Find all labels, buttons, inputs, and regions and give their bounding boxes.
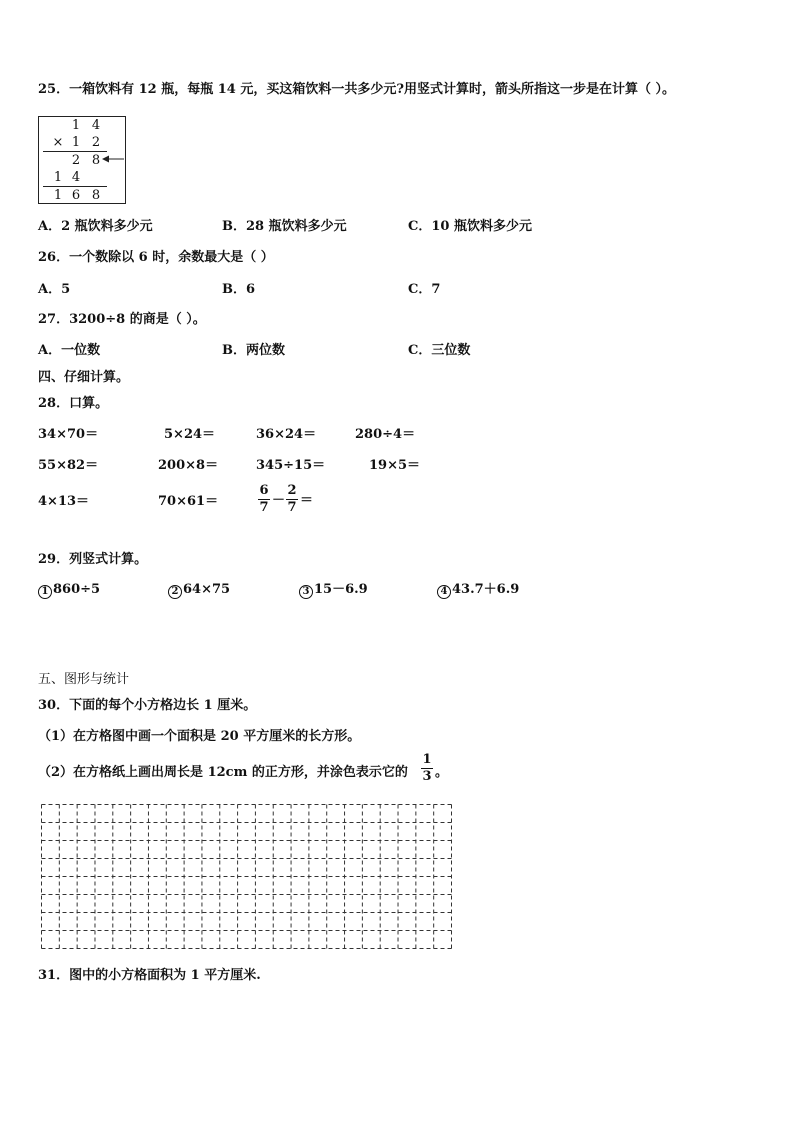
q25-option-a: A．2 瓶饮料多少元 (38, 219, 153, 234)
oral-calc-item: 5×24＝ (164, 427, 216, 442)
q29-item-1: 1 860÷5 (38, 582, 100, 599)
calc-row-multiplier (39, 134, 125, 151)
arrow-left-icon (101, 153, 125, 165)
calc-row-product (39, 187, 125, 204)
digit: 1 (71, 135, 81, 150)
oral-calc-item: 345÷15＝ (256, 458, 326, 473)
square-grid (40, 803, 453, 949)
oral-calc-item: 55×82＝ (38, 458, 99, 473)
q27-option-c: C．三位数 (408, 343, 471, 358)
minus-sign: － (272, 493, 286, 508)
oral-calc-item: 280÷4＝ (355, 427, 416, 442)
section-5-heading: 五、图形与统计 (38, 672, 130, 687)
digit: 2 (71, 153, 81, 168)
digit: 4 (91, 118, 101, 133)
calc-row-multiplicand (39, 117, 125, 134)
circled-number-icon: 4 (437, 585, 451, 599)
q25-option-c: C．10 瓶饮料多少元 (408, 219, 532, 234)
q30-stem: 30．下面的每个小方格边长 1 厘米。 (38, 698, 257, 713)
q29-item-3: 3 15－6.9 (299, 582, 368, 599)
q29-stem: 29．列竖式计算。 (38, 552, 148, 567)
q30-sub2-end: 。 (435, 765, 449, 780)
q26-option-b: B．6 (222, 282, 256, 297)
calc-row-partial-2 (39, 169, 125, 186)
q29-item-2: 2 64×75 (168, 582, 230, 599)
fraction-two-sevenths: 2 7 (287, 483, 297, 515)
q27-option-b: B．两位数 (222, 343, 285, 358)
q29-item-4: 4 43.7＋6.9 (437, 582, 519, 599)
oral-calc-item: 36×24＝ (256, 427, 317, 442)
circled-number-icon: 1 (38, 585, 52, 599)
q25-option-b: B．28 瓶饮料多少元 (222, 219, 347, 234)
circled-number-icon: 2 (168, 585, 182, 599)
fraction-six-sevenths: 6 7 (259, 483, 269, 515)
digit: 4 (71, 170, 81, 185)
oral-calc-item: 19×5＝ (369, 458, 421, 473)
fraction-one-third: 1 3 (422, 752, 432, 784)
circled-number-icon: 3 (299, 585, 313, 599)
q28-stem: 28．口算。 (38, 396, 109, 411)
oral-calc-item: 4×13＝ (38, 494, 90, 509)
q27-stem: 27．3200÷8 的商是（ ）。 (38, 312, 206, 327)
digit: 1 (53, 188, 63, 203)
section-4-heading: 四、仔细计算。 (38, 370, 130, 385)
vertical-multiplication (38, 116, 126, 204)
times-sign: × (52, 135, 64, 150)
digit: 8 (91, 188, 101, 203)
digit: 1 (53, 170, 63, 185)
q27-option-a: A．一位数 (38, 343, 101, 358)
q25-stem: 25．一箱饮料有 12 瓶，每瓶 14 元，买这箱饮料一共多少元?用竖式计算时，箭头所指这一步是在计算（ ）。 (38, 82, 676, 97)
q26-option-a: A．5 (38, 282, 71, 297)
digit: 1 (71, 118, 81, 133)
oral-calc-item: 34×70＝ (38, 427, 99, 442)
digit: 8 (91, 153, 101, 168)
oral-calc-item: 70×61＝ (158, 494, 219, 509)
equals-sign: ＝ (300, 493, 314, 508)
q26-option-c: C．7 (408, 282, 441, 297)
q30-sub1: （1）在方格图中画一个面积是 20 平方厘米的长方形。 (38, 729, 361, 744)
digit: 2 (91, 135, 101, 150)
oral-calc-item: 200×8＝ (158, 458, 219, 473)
q30-sub2: （2）在方格纸上画出周长是 12cm 的正方形，并涂色表示它的 (38, 765, 408, 780)
q31-stem: 31．图中的小方格面积为 1 平方厘米. (38, 968, 261, 983)
q26-stem: 26．一个数除以 6 时，余数最大是（ ） (38, 250, 274, 265)
digit: 6 (71, 188, 81, 203)
